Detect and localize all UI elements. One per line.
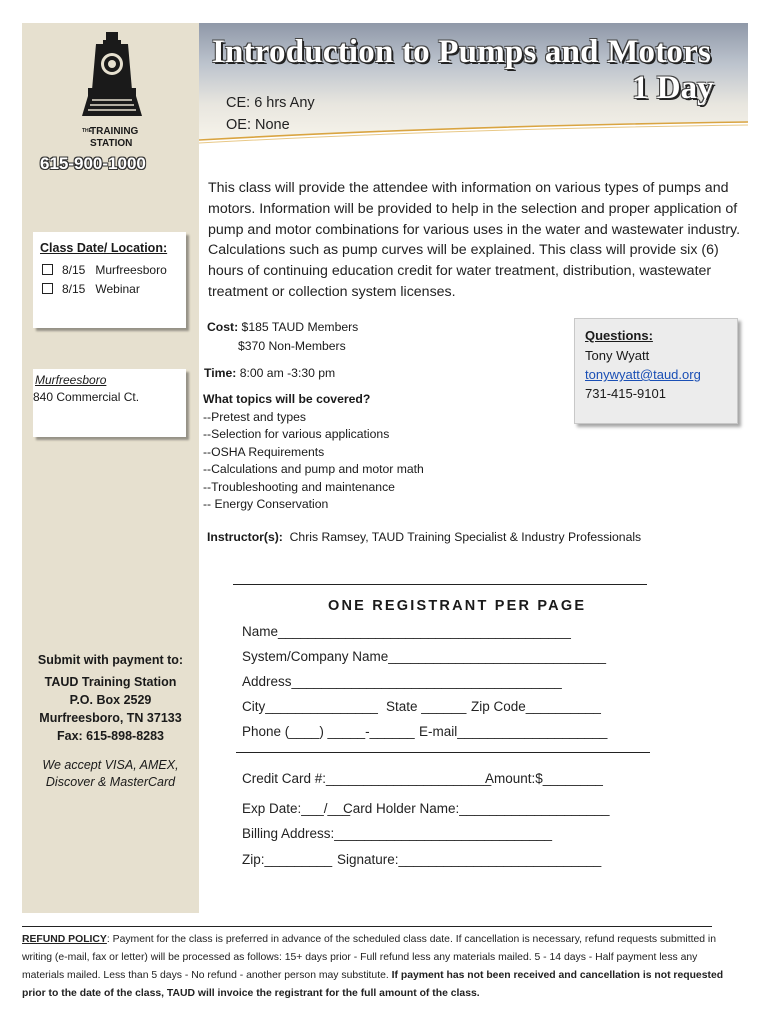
billing-zip-field[interactable]: Zip:_________ <box>242 852 333 867</box>
questions-heading: Questions: <box>585 328 653 343</box>
credit-info <box>226 92 315 136</box>
card-holder-field[interactable]: Card Holder Name:____________________ <box>343 801 610 816</box>
topic-item: --Pretest and types <box>203 409 306 424</box>
ce-hours: CE: 6 hrs Any <box>226 95 315 111</box>
questions-box <box>574 318 738 424</box>
location-address: 840 Commercial Ct. <box>33 390 140 404</box>
divider <box>233 584 647 585</box>
time-section <box>204 366 335 380</box>
time-value: 8:00 am -3:30 pm <box>239 366 336 380</box>
class-date-box <box>33 232 186 328</box>
topic-item: --Calculations and pump and motor math <box>203 462 424 476</box>
instructor-label: Instructor(s): <box>207 530 283 544</box>
submit-line: TAUD Training Station <box>44 675 177 689</box>
payment-line: We accept VISA, AMEX, <box>42 758 179 772</box>
amount-field[interactable]: Amount:$________ <box>485 771 603 786</box>
divider <box>236 752 650 753</box>
svg-text:TRAINING: TRAINING <box>90 126 139 137</box>
refund-label: REFUND POLICY <box>22 934 107 945</box>
location-city: Murfreesboro <box>35 373 107 387</box>
course-title: Introduction to Pumps and Motors <box>212 34 712 70</box>
svg-text:STATION: STATION <box>90 138 133 149</box>
zip-code-field[interactable]: Zip Code__________ <box>471 699 601 714</box>
name-field[interactable]: Name_______________________________________ <box>242 624 571 639</box>
phone-field[interactable]: Phone (____) _____-______ <box>242 724 415 739</box>
location-box <box>33 369 186 437</box>
city-field[interactable]: City_______________ <box>242 699 378 714</box>
oe-hours: OE: None <box>226 117 290 133</box>
checkbox[interactable] <box>42 283 53 294</box>
topics-section <box>203 391 424 514</box>
locomotive-icon <box>82 32 142 116</box>
time-label: Time: <box>204 366 237 380</box>
class-date-heading: Class Date/ Location: <box>40 241 168 255</box>
contact-phone: 731-415-9101 <box>585 386 666 401</box>
cost-members: $185 TAUD Members <box>241 320 359 334</box>
topic-item: --Selection for various applications <box>203 427 390 441</box>
credit-card-field[interactable]: Credit Card #:______________________ <box>242 771 492 786</box>
topics-heading: What topics will be covered? <box>203 392 371 406</box>
divider <box>22 926 712 927</box>
submit-info <box>22 651 199 745</box>
billing-address-field[interactable]: Billing Address:_____________________________ <box>242 826 553 841</box>
refund-text: : Payment for the class is preferred in advance of the scheduled class date. If cancellation is necessary, refund requests submitted in writing (e-mail, fax or letter) will be processed as follows: 15+ days prior - Full refund less any materials mailed. 5 - 14 days - Half payment less any materials mailed. Less than 5 days - No refund - another person may substitute. <box>22 934 717 981</box>
class-option-murfreesboro[interactable]: 8/15 Murfreesboro <box>42 263 167 277</box>
email-field[interactable]: E-mail____________________ <box>419 724 608 739</box>
state-field[interactable]: State ______ <box>386 699 467 714</box>
registration-title: ONE REGISTRANT PER PAGE <box>328 598 587 614</box>
submit-line: Murfreesboro, TN 37133 <box>39 711 182 725</box>
instructor-value: Chris Ramsey, TAUD Training Specialist & Industry Professionals <box>289 530 642 544</box>
training-station-logo <box>82 30 144 150</box>
course-description: This class will provide the attendee with information on various types of pumps and motors. Information will be provided to help in the selection and proper application of pump and motor combinations for various uses in the water and wastewater industry. Calculations such as pump curves will be explained. This class will provide six (6) hours of continuing education credit for water treatment, distribution, wastewater treatment or collection system licenses. <box>208 180 741 300</box>
topic-item: --OSHA Requirements <box>203 444 325 459</box>
cost-section <box>207 318 358 356</box>
refund-policy <box>22 931 742 1003</box>
contact-email-link[interactable]: tonywyatt@taud.org <box>585 367 701 382</box>
submit-line: P.O. Box 2529 <box>69 693 152 707</box>
submit-heading: Submit with payment to: <box>37 653 184 667</box>
signature-field[interactable]: Signature:___________________________ <box>337 852 602 867</box>
instructor-section <box>207 530 641 544</box>
cost-label: Cost: <box>207 320 239 334</box>
topic-item: -- Energy Conservation <box>203 497 329 511</box>
class-option-webinar[interactable]: 8/15 Webinar <box>42 282 140 296</box>
exp-date-field[interactable]: Exp Date:___/___ <box>242 801 351 816</box>
cost-non-members: $370 Non-Members <box>238 339 346 353</box>
refund-bold-text: If payment has not been received and cancellation is not requested prior to the date of the class, TAUD will invoice the registrant for the full amount of the class. <box>22 970 724 999</box>
company-field[interactable]: System/Company Name_____________________________ <box>242 649 607 664</box>
phone-number: 615-900-1000 <box>40 154 146 173</box>
svg-text:THE: THE <box>82 128 92 134</box>
course-duration: 1 Day <box>632 70 714 106</box>
topic-item: --Troubleshooting and maintenance <box>203 479 395 494</box>
contact-name: Tony Wyatt <box>585 348 650 363</box>
checkbox[interactable] <box>42 264 53 275</box>
submit-line: Fax: 615-898-8283 <box>56 729 165 743</box>
address-field[interactable]: Address____________________________________ <box>242 674 562 689</box>
payment-line: Discover & MasterCard <box>45 775 176 789</box>
payment-methods <box>22 757 199 791</box>
